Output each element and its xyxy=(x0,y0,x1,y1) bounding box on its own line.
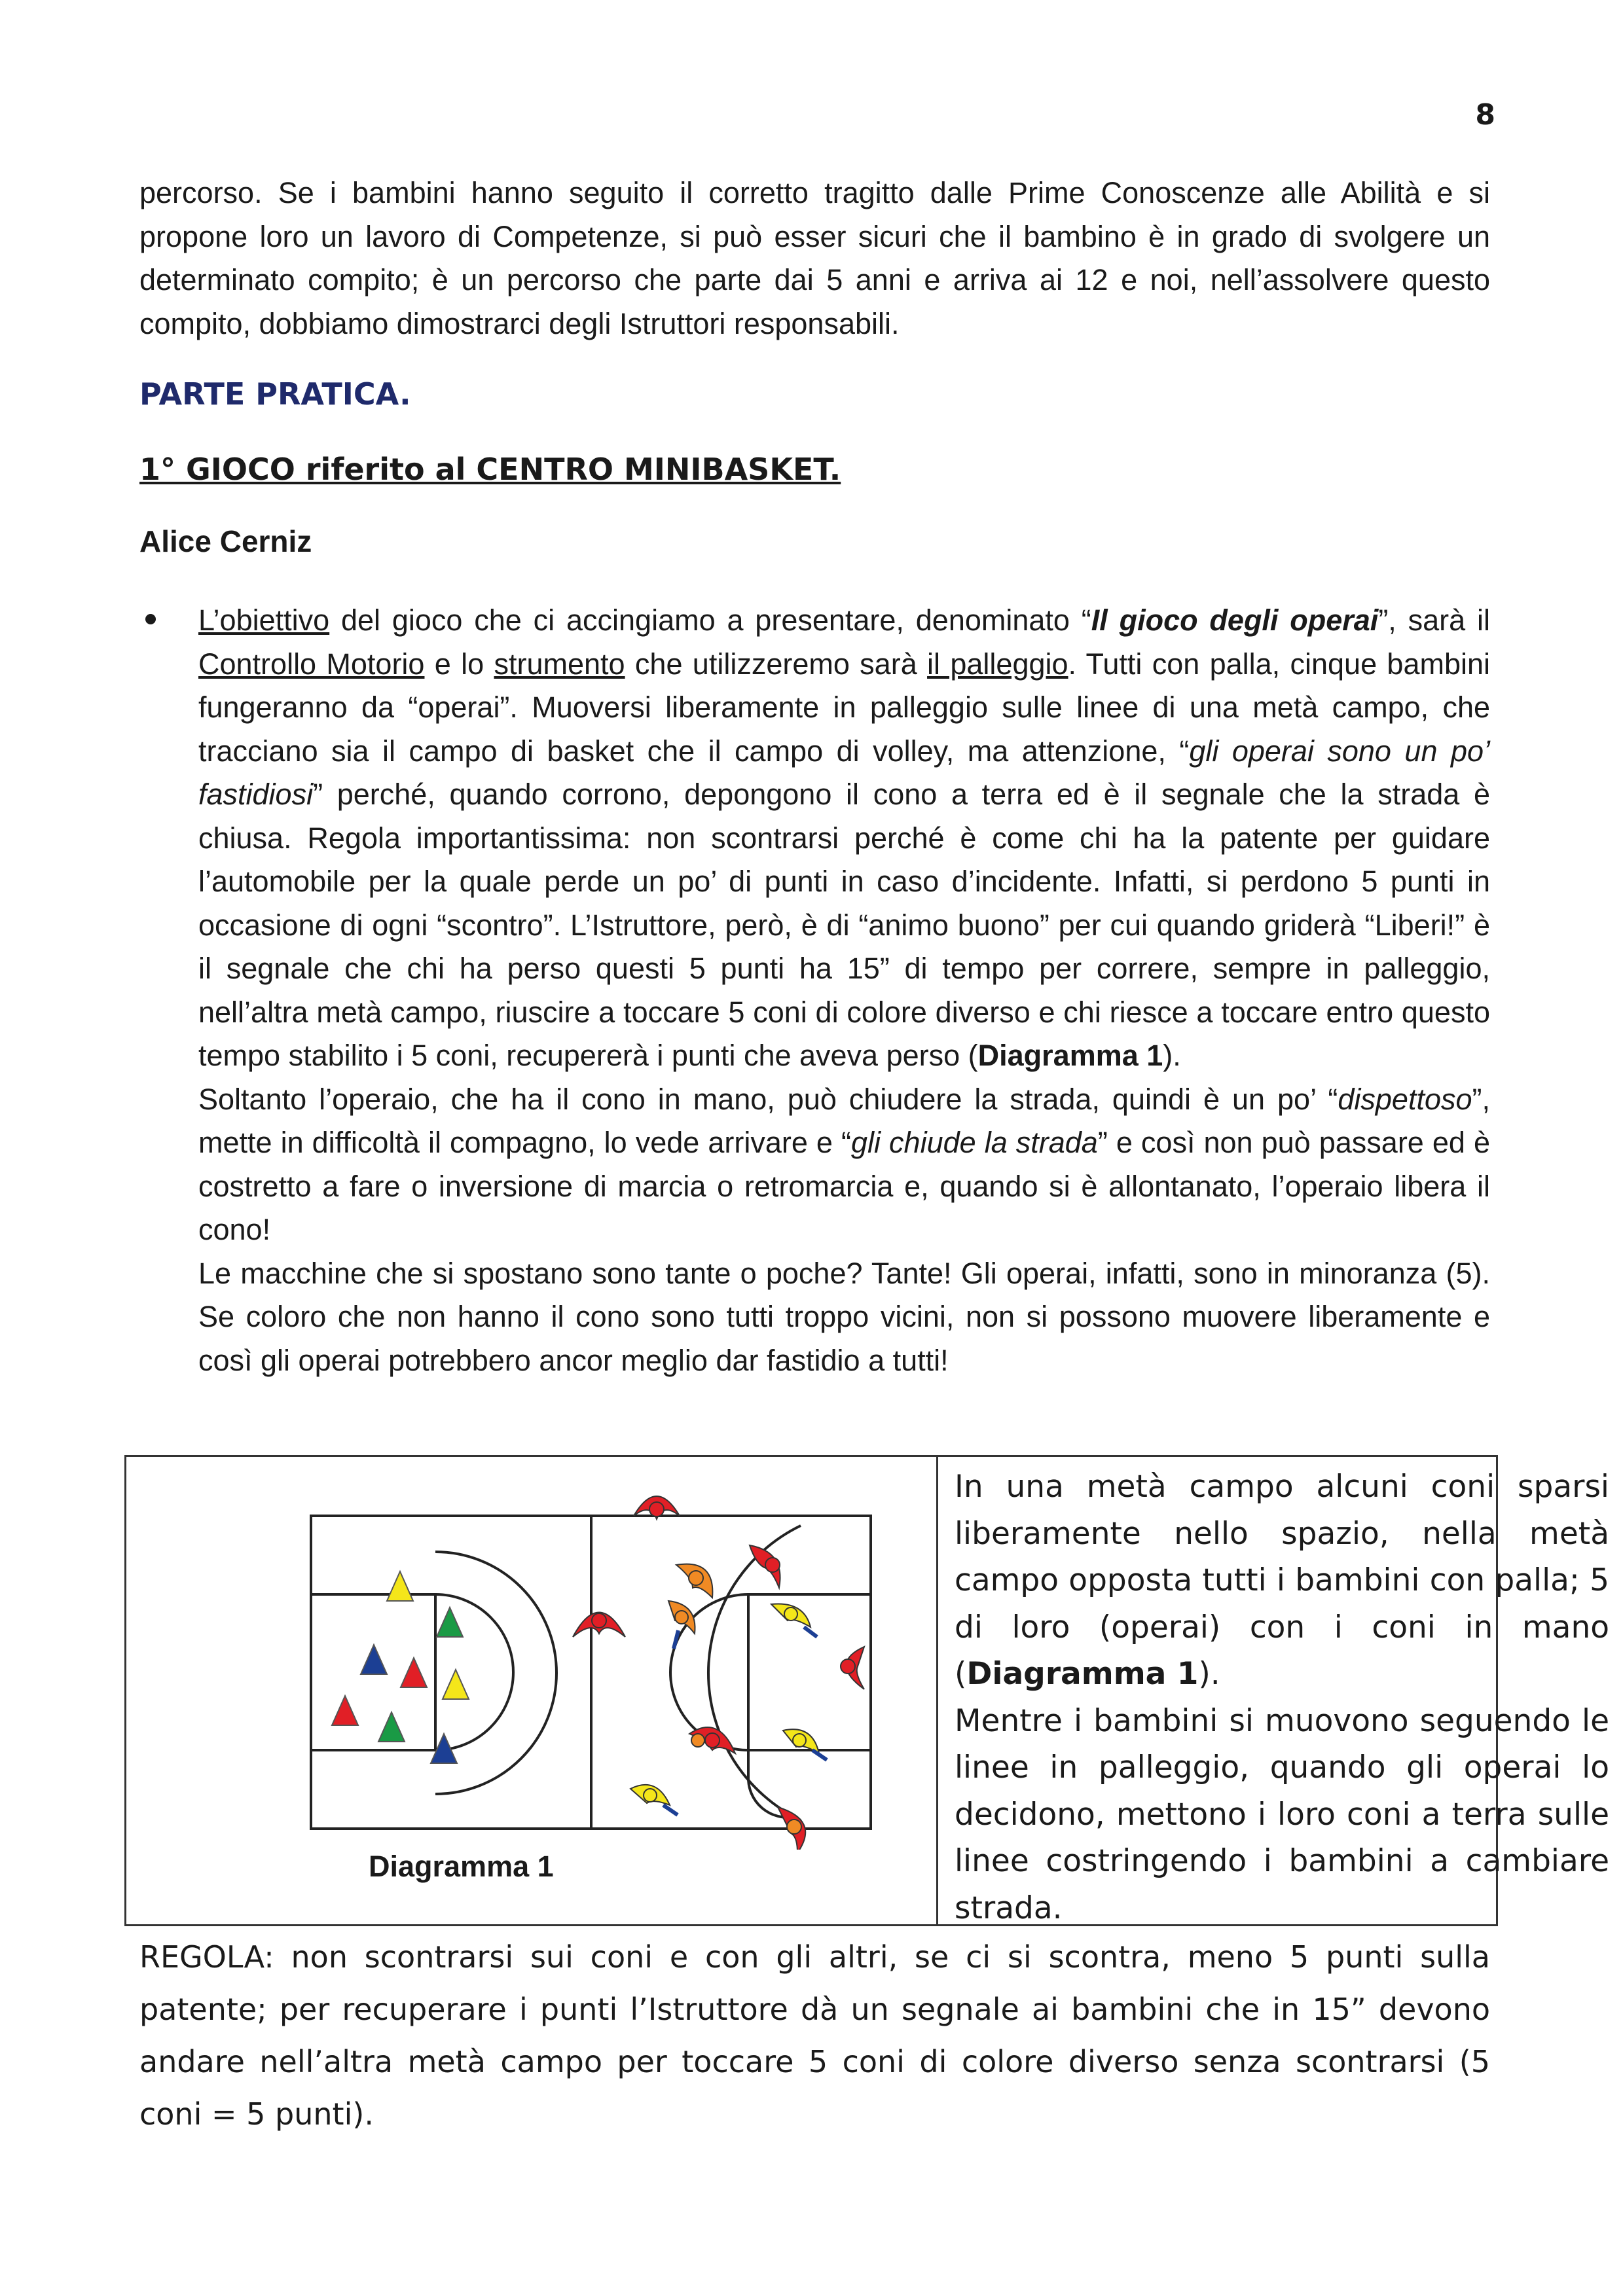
player xyxy=(771,1604,817,1637)
rule-paragraph: REGOLA: non scontrarsi sui coni e con gli altri, se ci si scontra, meno 5 punti sulla patente; per recuperare i punti l’Istruttore dà un segnale ai bambini che in 15” devono andare nell’altra metà campo per toccare 5 coni di colore diverso senza scontrarsi (5 coni = 5 punti). xyxy=(139,1939,1490,2132)
game-name: Il gioco degli operai xyxy=(1091,603,1379,637)
intro-paragraph: percorso. Se i bambini hanno seguito il corretto tragitto dalle Prime Conoscenze alle Abilità e si propone loro un lavoro di Competenze, si può esser sicuri che il bambino è in grado di svolgere un determinato compito; è un percorso che parte dai 5 anni e arriva ai 12 e noi, nell’assolvere questo compito, dobbiamo dimostrarci degli Istruttori responsabili. xyxy=(139,176,1490,340)
table-divider xyxy=(936,1457,938,1924)
red-cone xyxy=(332,1696,358,1725)
blue-cone xyxy=(361,1645,387,1674)
text-span: . Tutti con palla, cinque bambini fungeranno da “operai”. Muoversi liberamente in palleggio sulle linee di una metà campo, che tracciano sia il campo di basket che il campo di volley, ma attenzione, “ xyxy=(198,647,1491,768)
text-span: ”, sarà il xyxy=(1378,603,1490,637)
section-heading: PARTE PRATICA. xyxy=(139,376,411,412)
bullet-item xyxy=(198,599,1490,1382)
diagram-description xyxy=(955,1463,1609,1931)
text-span: ”, mette in difficoltà il compagno, lo vede arrivare e “ xyxy=(198,1082,1490,1159)
italic-phrase: gli chiude la strada xyxy=(851,1126,1098,1159)
text-span: del gioco che ci accingiamo a presentare, denominato “ xyxy=(329,603,1091,637)
text-span: Soltanto l’operaio, che ha il cono in mano, può chiudere la strada, quindi è un po’ “ xyxy=(198,1082,1338,1116)
cones xyxy=(332,1571,469,1763)
text-span: che utilizzeremo sarà xyxy=(625,647,928,681)
green-cone xyxy=(378,1712,405,1742)
obiettivo-term: L’obiettivo xyxy=(198,603,330,637)
game-heading: 1° GIOCO riferito al CENTRO MINIBASKET. xyxy=(139,452,841,487)
diagram-reference: Diagramma 1 xyxy=(977,1039,1163,1072)
text-span: ). xyxy=(1163,1039,1181,1072)
worker-player xyxy=(841,1647,864,1689)
bullet-paragraph-3: Le macchine che si spostano sono tante o poche? Tante! Gli operai, infatti, sono in minoranza (5). Se coloro che non hanno il cono sono tutti troppo vicini, non si possono muovere liberamente e così gli operai potrebbero ancor meglio dar fastidio a tutti! xyxy=(198,1256,1490,1377)
italic-phrase: dispettoso xyxy=(1338,1082,1472,1116)
red-cone xyxy=(401,1658,427,1687)
worker-player xyxy=(750,1545,780,1588)
basketball-court-diagram xyxy=(179,1470,873,1850)
bullet-paragraph-1 xyxy=(198,599,1490,1078)
page-number: 8 xyxy=(1475,98,1495,132)
italic-phrase: gli operai sono un po’ fastidiosi xyxy=(198,734,1490,811)
diagram-table xyxy=(124,1455,1609,1926)
diagram-reference: Diagramma 1 xyxy=(966,1656,1199,1692)
text-span: ” e così non può passare ed è costretto a fare o inversione di marcia o retromarcia e, quando si è allontanato, l’operaio libera il cono! xyxy=(198,1126,1490,1246)
text-span: ). xyxy=(1198,1656,1220,1692)
players xyxy=(573,1496,864,1850)
diagram-caption: Diagramma 1 xyxy=(369,1850,554,1883)
yellow-cone xyxy=(443,1670,469,1699)
text-span: In una metà campo alcuni coni sparsi liberamente nello spazio, nella metà campo opposta tutti i bambini con palla; 5 di loro (operai) con i coni in mano ( xyxy=(955,1469,1609,1692)
worker-player xyxy=(573,1613,625,1638)
text-span: e lo xyxy=(424,647,494,681)
court-lines xyxy=(311,1516,871,1829)
bullet-icon xyxy=(145,614,156,624)
worker-player xyxy=(676,1564,712,1598)
worker-player xyxy=(689,1727,735,1753)
author-name: Alice Cerniz xyxy=(139,524,312,558)
green-cone xyxy=(437,1607,463,1637)
palleggio-term: il palleggio xyxy=(927,647,1068,681)
player xyxy=(668,1601,695,1649)
text-span: Mentre i bambini si muovono seguendo le linee in palleggio, quando gli operai lo decidono, mettono i loro coni a terra sulle linee costringendo i bambini a cambiare strada. xyxy=(955,1702,1609,1926)
yellow-cone xyxy=(387,1571,413,1601)
text-span: ” perché, quando corrono, depongono il cono a terra ed è il segnale che la strada è chiusa. Regola importantissima: non scontrarsi perché è come chi ha la patente per guidare l’automobile per la quale perde un po’ di punti in caso d’incidente. Infatti, si perdono 5 punti in occasione di ogni “scontro”. L’Istruttore, però, è di “animo buono” per cui quando griderà “Liberi!” è il segnale che chi ha perso questi 5 punti ha 15” di tempo per correre, sempre in palleggio, nell’altra metà campo, riuscire a toccare 5 coni di colore diverso e chi riesce a toccare entro questo tempo stabilito i 5 coni, recupererà i punti che aveva perso ( xyxy=(198,778,1490,1072)
strumento-term: strumento xyxy=(494,647,625,681)
controllo-term: Controllo Motorio xyxy=(198,647,425,681)
bullet-paragraph-2 xyxy=(198,1078,1490,1252)
player xyxy=(630,1785,678,1815)
player xyxy=(783,1729,827,1760)
